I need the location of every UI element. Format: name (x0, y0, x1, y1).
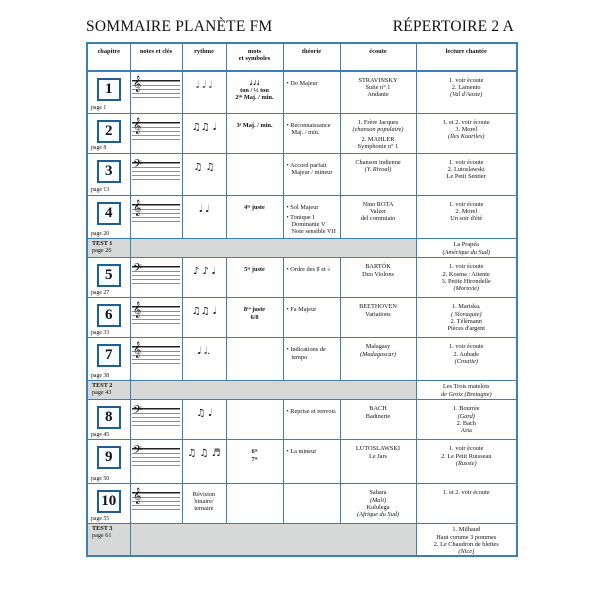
theorie-item: • Ordre des ♯ et ♭ (287, 266, 338, 273)
lecture-line: 1. et 2. voir écoute (442, 489, 490, 497)
lecture-line: 1. voir écoute (449, 263, 484, 271)
chapter-cell (87, 298, 130, 338)
chapter-page: page 33 (91, 329, 110, 336)
lecture-content (417, 72, 517, 99)
chapter-number: 3 (97, 160, 121, 183)
contents-table (86, 42, 518, 557)
test-lecture-line: de Groix (Bretagne) (440, 390, 492, 398)
notes-cell (130, 400, 182, 440)
ecoute-line: Chanson indienne (355, 158, 401, 166)
ecoute-cell (340, 440, 416, 484)
rythme-notation: ♫ ♫ (193, 161, 215, 173)
chapter-page: page 27 (91, 289, 110, 296)
rythme-notation: ♫ ♫ ♬ (187, 448, 221, 460)
lecture-line: (Moravie) (453, 285, 480, 293)
mots-line: 7ᵗᵉ (251, 455, 258, 463)
mots-content (227, 400, 283, 408)
test-lecture-cell (416, 524, 517, 556)
test-filler (130, 524, 416, 556)
lecture-cell (416, 153, 517, 195)
rythme-notation: ♫♫ 𝅘𝅥 (191, 306, 217, 318)
header-rythme: rythme (182, 43, 226, 71)
rythme-notation: 𝅘𝅥 𝅘𝅥 (199, 203, 209, 215)
lecture-line: 2. Aubade (453, 350, 480, 358)
ecoute-content (341, 400, 416, 419)
theorie-cell (283, 440, 340, 484)
page (86, 14, 516, 557)
lecture-line: (Croatie) (454, 357, 478, 365)
ecoute-content (341, 338, 416, 357)
mots-content (227, 298, 283, 320)
lecture-cell (416, 258, 517, 298)
chapter-page: page 1 (91, 104, 107, 111)
clef-icon: 𝄢 (133, 444, 143, 461)
mots-cell (226, 400, 283, 440)
ecoute-line: Malagasy (365, 343, 391, 351)
mots-cell (226, 71, 283, 113)
ecoute-content (341, 196, 416, 223)
chapter-row (87, 484, 517, 524)
ecoute-content (341, 72, 416, 99)
page-title: SOMMAIRE PLANÈTE FM (86, 18, 273, 35)
lecture-line: 2. Le Petit Ruisseau (441, 452, 492, 460)
test-lecture-line: 2. Le Chaudron de blettes (433, 540, 499, 548)
chapter-row (87, 338, 517, 381)
theorie-cell (283, 338, 340, 381)
theorie-cell (283, 258, 340, 298)
lecture-line: 1. voir écoute (449, 200, 484, 208)
mots-line: 8ᵛᵉ juste (243, 306, 266, 314)
theorie-item: • Accord parfait Majeur / mineur (287, 162, 338, 176)
lecture-line: Le Petit Sentier (446, 172, 486, 180)
chapter-row (87, 153, 517, 195)
ecoute-line: Le Jars (368, 452, 387, 460)
clef-icon: 𝄞 (133, 342, 142, 359)
clef-icon: 𝄞 (133, 76, 142, 92)
ecoute-line: del commiato (360, 214, 396, 222)
lecture-line: (Val d'Aoste) (450, 91, 483, 99)
lecture-line: 1. voir écoute (449, 343, 484, 351)
lecture-content (417, 154, 517, 181)
lecture-content (417, 484, 517, 496)
clef-icon: 𝄞 (133, 199, 142, 216)
test-filler (130, 239, 416, 258)
mots-content (227, 154, 283, 162)
theorie-list (284, 196, 340, 236)
rythme-notation: ♫♫ 𝅘𝅥 (191, 121, 217, 133)
test-lecture-line: 1. Milhaud (452, 526, 481, 534)
lecture-content (417, 114, 517, 141)
ecoute-line: STRAVINSKY (358, 77, 398, 84)
chapter-cell (87, 195, 130, 239)
rythme-notation: ♪ ♪ 𝅘𝅥 (192, 266, 216, 278)
chapter-row (87, 71, 517, 113)
lecture-line: 2. Bach (456, 419, 476, 427)
rythme-cell (182, 258, 226, 298)
test-label-cell (87, 524, 130, 556)
ecoute-line: (Mali) (369, 496, 387, 504)
rythme-cell (182, 338, 226, 381)
chapter-number: 2 (97, 120, 121, 143)
test-label: TEST 1 (92, 240, 113, 248)
chapter-page: page 38 (91, 372, 110, 379)
lecture-content (417, 258, 517, 292)
chapter-row (87, 258, 517, 298)
chapter-cell (87, 258, 130, 298)
chapter-page: page 45 (91, 431, 110, 438)
lecture-line: Un soir d'été (450, 214, 483, 222)
ecoute-content (341, 154, 416, 173)
ecoute-line: BEETHOVEN (359, 303, 397, 311)
chapter-row (87, 195, 517, 239)
staff-icon (132, 444, 180, 468)
chapter-number: 5 (97, 264, 121, 287)
lecture-cell (416, 484, 517, 524)
mots-content (227, 72, 283, 102)
mots-line: 4ᵗᵉ juste (244, 203, 265, 211)
mots-cell (226, 153, 283, 195)
lecture-line: Aria (460, 427, 472, 435)
theorie-list (284, 258, 340, 273)
rythme-cell (182, 440, 226, 484)
ecoute-line: Suite n° 1 (365, 84, 391, 92)
mots-cell (226, 258, 283, 298)
ecoute-content (341, 114, 416, 151)
chapter-cell (87, 153, 130, 195)
test-label-cell (87, 381, 130, 400)
chapter-row (87, 298, 517, 338)
mots-line: 6ᵗᵉ (251, 448, 258, 456)
ecoute-line: BARTÓK (365, 263, 391, 271)
mots-content (227, 338, 283, 346)
lecture-line: Pièces d'argent (447, 325, 486, 333)
ecoute-content (341, 298, 416, 317)
staff-icon (132, 342, 180, 366)
theorie-cell (283, 298, 340, 338)
chapter-page: page 55 (91, 515, 110, 522)
test-filler (130, 381, 416, 400)
mots-cell (226, 113, 283, 153)
mots-content (227, 114, 283, 129)
ecoute-line: (Afrique du Sud) (357, 511, 399, 519)
ecoute-line: (Y. Rivoal) (364, 165, 392, 173)
header-row (87, 43, 517, 71)
chapter-cell (87, 440, 130, 484)
ecoute-line: Variations (365, 310, 391, 318)
theorie-item: • Reconnaissance Maj. / min. (287, 122, 338, 136)
lecture-line: 1. Mariska. (451, 303, 481, 311)
chapter-page: page 8 (91, 144, 107, 151)
theorie-list (284, 72, 340, 87)
chapter-number: 7 (97, 344, 121, 367)
lecture-content (417, 338, 517, 365)
header-notes: notes et clés (130, 43, 182, 71)
mots-content (227, 440, 283, 462)
theorie-list (284, 338, 340, 360)
notes-cell (130, 71, 182, 113)
repertoire-title: RÉPERTOIRE 2 A (392, 18, 514, 35)
test-row (87, 524, 517, 556)
theorie-item: • Do Majeur (287, 80, 338, 87)
staff-icon (132, 117, 180, 142)
mots-cell (226, 338, 283, 381)
mots-line: 6/8 (250, 313, 259, 321)
lecture-line: 2. Lutoslawski (447, 165, 485, 173)
header-chapitre: chapitre (87, 43, 130, 71)
ecoute-cell (340, 298, 416, 338)
ecoute-line: Duo Violons (362, 270, 394, 278)
ecoute-line: (chanson populaire) (352, 125, 404, 133)
test-label: TEST 3 (92, 525, 113, 533)
test-lecture-line: La Prapéa (453, 241, 479, 249)
theorie-cell (283, 113, 340, 153)
mots-content (227, 196, 283, 211)
chapter-page: page 20 (91, 230, 110, 237)
clef-icon: 𝄢 (133, 404, 143, 421)
chapter-row (87, 400, 517, 440)
mots-cell (226, 298, 283, 338)
chapter-cell (87, 484, 130, 524)
ecoute-cell (340, 71, 416, 113)
title-bar (86, 14, 516, 40)
lecture-line: 1. voir écoute (449, 158, 484, 166)
ecoute-cell (340, 153, 416, 195)
rythme-notation: 𝅗𝅥 𝅗𝅥 𝅗𝅥 (196, 80, 212, 91)
lecture-cell (416, 400, 517, 440)
notes-cell (130, 338, 182, 381)
ecoute-content (341, 484, 416, 518)
lecture-cell (416, 338, 517, 381)
test-page: page 61 (92, 532, 112, 540)
lecture-line: (Russie) (455, 459, 477, 467)
lecture-cell (416, 113, 517, 153)
lecture-cell (416, 71, 517, 113)
theorie-list (284, 298, 340, 313)
test-page: page 26 (92, 247, 112, 255)
notes-cell (130, 484, 182, 524)
header-mots-line1: mots (247, 48, 262, 55)
staff-icon (132, 76, 180, 100)
mots-content (227, 258, 283, 273)
ecoute-line: Nino ROTA (362, 200, 394, 208)
rythme-cell (182, 195, 226, 239)
theorie-cell (283, 400, 340, 440)
theorie-cell (283, 195, 340, 239)
chapter-cell (87, 113, 130, 153)
staff-icon (132, 488, 180, 512)
notes-cell (130, 113, 182, 153)
lecture-content (417, 298, 517, 332)
mots-line: 3ᵉ Maj. / min. (236, 121, 273, 129)
staff-icon (132, 404, 180, 428)
lecture-line: (Iles Kouriles) (447, 132, 485, 140)
ecoute-line: 1. Frère Jacques (357, 118, 399, 126)
chapter-page: page 13 (91, 186, 110, 193)
staff-icon (132, 262, 180, 286)
ecoute-cell (340, 113, 416, 153)
test-lecture-line: Les Trois matelots (442, 383, 490, 391)
ecoute-content (341, 440, 416, 459)
header-ecoute: écoute (340, 43, 416, 71)
staff-icon (132, 199, 180, 224)
theorie-cell (283, 153, 340, 195)
mots-content (227, 484, 283, 492)
header-theorie: théorie (283, 43, 340, 71)
notes-cell (130, 298, 182, 338)
rythme-cell (182, 400, 226, 440)
test-lecture-line: (Amérique du Sud) (442, 248, 491, 256)
theorie-list (284, 440, 340, 455)
chapter-row (87, 440, 517, 484)
ecoute-line: Andante (367, 91, 389, 99)
notes-cell (130, 153, 182, 195)
ecoute-line: Kululega (366, 503, 390, 511)
table-body (87, 71, 517, 556)
rythme-notation: 𝅘𝅥 𝅗𝅥. (197, 346, 211, 358)
chapter-cell (87, 338, 130, 381)
mots-cell (226, 195, 283, 239)
ecoute-line: Badinerie (365, 412, 391, 420)
theorie-cell (283, 71, 340, 113)
lecture-content (417, 400, 517, 434)
theorie-list (284, 484, 340, 492)
header-mots (226, 43, 283, 71)
chapter-number: 10 (97, 490, 121, 513)
notes-cell (130, 258, 182, 298)
staff-icon (132, 302, 180, 326)
lecture-content (417, 440, 517, 467)
mots-line: 𝅘𝅥 𝅘𝅥 𝅗𝅥 (249, 80, 260, 87)
clef-icon: 𝄢 (133, 262, 143, 279)
chapter-number: 6 (97, 304, 121, 327)
clef-icon: 𝄞 (133, 488, 142, 505)
lecture-line: 1. Bourrée (452, 405, 480, 413)
ecoute-line: Sahara (369, 489, 387, 497)
lecture-cell (416, 195, 517, 239)
lecture-line: 1. voir écoute (449, 445, 484, 453)
rythme-cell (182, 484, 226, 524)
test-lecture-cell (416, 239, 517, 258)
test-page: page 43 (92, 389, 112, 397)
lecture-line: 2. Lamento (451, 84, 481, 92)
lecture-line: 3. Petite Hirondelle (441, 277, 491, 285)
mots-line: ton / ½ ton (240, 87, 269, 95)
theorie-list (284, 400, 340, 415)
theorie-item: • Fa Majeur (287, 306, 338, 313)
ecoute-line: LUTOSLAWSKI (355, 445, 401, 453)
rythme-cell (182, 71, 226, 113)
chapter-row (87, 113, 517, 153)
notes-cell (130, 195, 182, 239)
mots-cell (226, 440, 283, 484)
ecoute-cell (340, 338, 416, 381)
test-lecture-line: (Nice) (458, 548, 475, 556)
rythme-cell (182, 153, 226, 195)
clef-icon: 𝄞 (133, 302, 142, 319)
chapter-cell (87, 71, 130, 113)
lecture-cell (416, 440, 517, 484)
ecoute-line: Symphonie n° 1 (357, 143, 399, 151)
lecture-line: 1. voir écoute (449, 77, 484, 84)
theorie-list (284, 154, 340, 176)
lecture-content (417, 196, 517, 223)
clef-icon: 𝄞 (133, 117, 142, 134)
chapter-number: 8 (97, 406, 121, 429)
chapter-number: 4 (97, 202, 121, 225)
chapter-cell (87, 400, 130, 440)
ecoute-line: (Madagascar) (359, 350, 397, 358)
mots-line: 2ᵈᵉ Maj. / min. (235, 94, 274, 102)
ecoute-line: 2. MAHLER (361, 135, 395, 143)
ecoute-cell (340, 258, 416, 298)
lecture-line: 2. Kosma : Attente (442, 270, 490, 278)
notes-cell (130, 440, 182, 484)
rythme-notation: ♫ 𝅘𝅥 (196, 408, 212, 420)
theorie-list (284, 114, 340, 136)
test-label: TEST 2 (92, 382, 113, 390)
ecoute-cell (340, 484, 416, 524)
ecoute-cell (340, 400, 416, 440)
chapter-number: 9 (97, 446, 121, 469)
lecture-line: 2. Morel (455, 207, 478, 215)
lecture-line: 3. Morel (455, 125, 478, 133)
chapter-page: page 50 (91, 475, 110, 482)
mots-line: 5ᵗᵉ juste (244, 266, 265, 274)
ecoute-content (341, 258, 416, 277)
rythme-cell (182, 298, 226, 338)
test-row (87, 239, 517, 258)
lecture-line: ( Slovaquie) (450, 310, 482, 318)
theorie-item: • Indications de tempo (287, 346, 338, 360)
test-label-cell (87, 239, 130, 258)
lecture-line: 1. et 2. voir écoute (442, 118, 490, 126)
header-mots-line2: et symboles (238, 55, 271, 63)
ecoute-line: BACH (369, 405, 387, 413)
clef-icon: 𝄢 (133, 157, 143, 174)
ecoute-line: Valzer (369, 207, 387, 215)
test-lecture-cell (416, 381, 517, 400)
lecture-line: (Gard) (457, 412, 475, 420)
lecture-cell (416, 298, 517, 338)
rythme-notation: Révision binaire/ ternaire (192, 491, 216, 513)
theorie-item: • Tonique I Dominante V Note sensible VII (287, 214, 338, 236)
header-lecture: lecture chantée (416, 43, 517, 71)
test-row (87, 381, 517, 400)
theorie-item: • Sol Majeur (287, 204, 338, 211)
rythme-cell (182, 113, 226, 153)
lecture-line: 2. Télémann (450, 317, 482, 325)
theorie-item: • La mineur (287, 448, 338, 455)
ecoute-cell (340, 195, 416, 239)
theorie-item: • Reprise et renvois (287, 408, 338, 415)
theorie-cell (283, 484, 340, 524)
staff-icon (132, 157, 180, 182)
test-lecture-line: Haut comme 3 pommes (436, 533, 497, 541)
chapter-number: 1 (97, 78, 121, 101)
mots-cell (226, 484, 283, 524)
